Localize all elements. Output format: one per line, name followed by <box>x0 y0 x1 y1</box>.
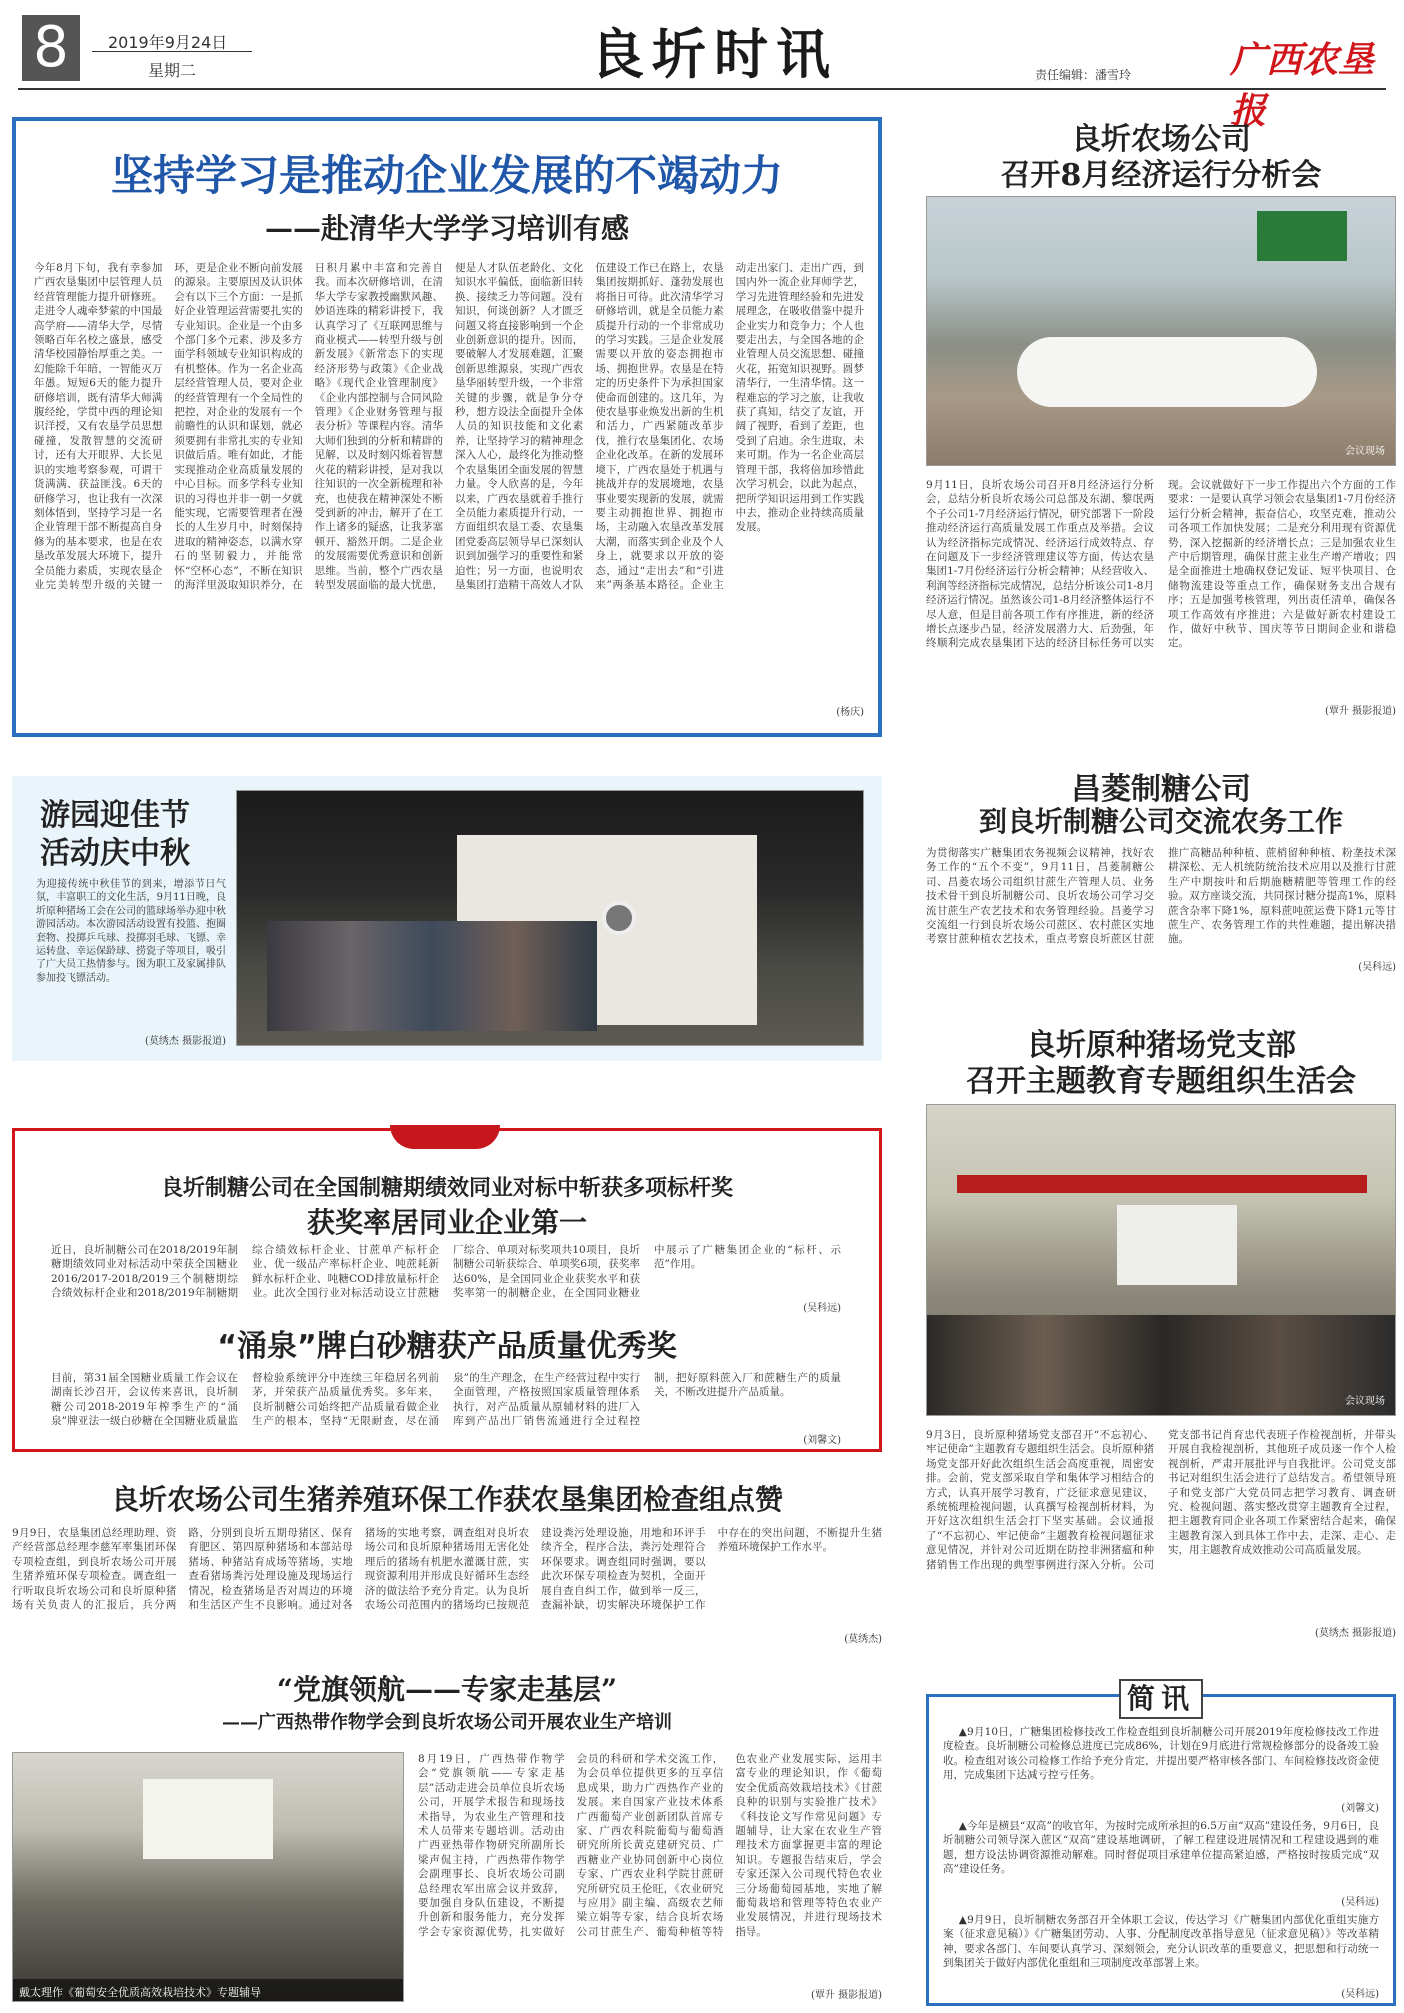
ornament-icon <box>390 1125 500 1149</box>
headline-line2: 召开8月经济运行分析会 <box>1000 158 1322 193</box>
headline-quality-award: “涌泉”牌白砂糖获产品质量优秀奖 <box>217 1329 677 1364</box>
article-body: 今年8月下旬，我有幸参加广西农垦集团中层管理人员经营管理能力提升研修班。走进令人魂牵梦萦的中国最高学府——清华大学，尽情领略百年名校之盛景，感受清华校园静怡厚重之美。一幻能除千年暗，一智能灭万年愚。短短6天的能力提升研修培训，既有清华大师满腹经纶，学贯中西的理论知识洋授，又有农垦学员思想碰撞，发散智慧的交流研讨，还有大开眼界、大长见识的实地考察参观，可谓干货满满、获益匪浅。6天的研修学习，也让我有一次深刻体悟到，坚持学习是一名企业管理干部不断提高自身修为的基本要求，也是在农垦改革发展大环境下，提升全员能力素质，实现农垦企业完美转型升级的关键一环，更是企业不断向前发展的源泉。主要原因及认识体会有以下三个方面：一是抓好企业管理运营需要扎实的专业知识。企业是一个由多个部门多个元素、涉及多方面学科领域专业知识构成的有机整体。作为一名企业高层经营管理人员，要对企业的经营管理有一个全局性的把控，对企业的发展有一个前瞻性的认识和谋划，就必须要拥有非常扎实的专业知识做后盾。唯有如此，才能实现推动企业高质量发展的中心目标。而多学科专业知识的习得也并非一朝一夕就能实现，它需要管理者在漫长的人生岁月中，时刻保持进取的精神姿态，以满水穿石的坚韧毅力，并能常怀“空杯心态”，不断在知识的海洋里汲取知识养分，在日积月累中丰富和完善自我。而本次研修培训，在清华大学专家教授幽默风趣、妙语连珠的精彩讲授下，我认真学习了《互联网思维与商业模式——转型升级与创新发展》《新常态下的实现经济形势与政策》《企业战略》《现代企业管理制度》《企业内部控制与合同风险管理》《企业财务管理与报表分析》等课程内容。清华大师们独到的分析和精辟的见解，以及时刻闪烁着智慧火花的精彩讲授，是对我以往知识的一次全新梳理和补充，也使我在精神深处不断受到新的冲击，解开了在工作上诸多的疑惑，让我茅塞顿开、豁然开朗。二是企业的发展需要优秀意识和创新思维。当前，整个广西农垦转型发展面临的最大忧患，便是人才队伍老龄化、文化知识水平偏低，面临新旧转换、接续乏力等问题。没有知识，何谈创新？人才匮乏问题又将直接影响到一个企业创新意识的提升。因而，要破解人才发展难题，汇聚创新思维源泉，实现广西农垦华丽转型升级，一个非常关键的步骤，就是争分夺秒，想方设法全面提升全体人员的知识技能和文化素养，让坚持学习的精神理念深入人心，最终化为推动整个农垦集团全面发展的智慧力量。令人欣喜的是，今年以来，广西农垦就着手推行全员能力素质提升行动，一方面组织农垦工委、农垦集团党委高层领导早已深刻认识到加强学习的重要性和紧迫性；另一方面，也说明农垦集团打造精干高效人才队伍建设工作已在路上，农垦集团按期抓好、蓬勃发展也将指日可待。此次清华学习研修培训，就是全员能力素质提升行动的一个非常成功的学习实践。三是企业发展需要以开放的姿态拥抱市场、拥抱世界。农垦是在特定的历史条件下为承担国家使命而创建的。这几年，为使农垦事业焕发出新的生机和活力，广西紧随改革步伐，推行农垦集团化、农场企业化改革。在新的发展环境下，广西农垦处于机遇与挑战并存的发展境地，农垦事业要实现新的发展，就需要主动拥抱世界、拥抱市场，主动融入农垦改革发展大潮，而落实到企业及个人身上，就要求以开放的姿态，通过“走出去”和“引进来”两条基本路径。企业主动走出家门、走出广西，到国内外一流企业拜师学艺，学习先进管理经验和先进发展理念，在吸收借鉴中提升企业实力和竞争力；个人也要走出去，与全国各地的企业管理人员交流思想、碰撞火花，拓宽知识视野。圆梦清华行，一生清华情。这一程难忘的学习之旅，让我收获了真知，结交了友谊，开阔了视野，看到了差距，也受到了启迪。余生进取，未来可期。作为一名企业高层管理干部，我将倍加珍惜此次学习机会，以此为起点，把所学知识运用到工作实践中去，推动企业持续高质量发展。 <box>34 262 864 591</box>
subheadline: ——广西热带作物学会到良圻农场公司开展农业生产培训 <box>222 1712 672 1733</box>
article-experts-training <box>12 1664 882 2006</box>
article-mid-autumn <box>12 776 882 1061</box>
brief-byline-2: (吴科远) <box>1341 1897 1379 1908</box>
article-changling-exchange <box>926 760 1396 978</box>
article-pig-farm-environment <box>12 1478 882 1648</box>
masthead <box>0 0 1404 132</box>
festival-photo <box>236 790 864 1046</box>
brief-item-2: ▲今年是横县“双高”的收官年，为按时完成所承担的6.5万亩“双高”建设任务，9月6日，良圻制糖公司领导深入蔗区“双高”建设基地调研，了解工程建设进展情况和工程建设遇到的难题，想方设法协调资源推动解难。同时督促项目承建单位提高紧迫感，严格按时按质完成“双高”建设任务。 <box>943 1820 1379 1876</box>
article-sugar-awards <box>12 1128 882 1452</box>
byline: (吴科远) <box>803 1303 841 1314</box>
headline-line2: 召开主题教育专题组织生活会 <box>966 1064 1356 1099</box>
party-meeting-photo <box>926 1104 1396 1416</box>
briefs-title-badge <box>1119 1679 1203 1719</box>
projection-screen <box>1117 1205 1237 1285</box>
headline-line1: 良圻制糖公司在全国制糖期绩效同业对标中斩获多项标杆奖 <box>160 1175 733 1201</box>
headline-line2: 到良圻制糖公司交流农务工作 <box>978 805 1343 838</box>
byline: (杨庆) <box>836 707 864 718</box>
briefs-box <box>926 1682 1396 2006</box>
article-body: 为迎接传统中秋佳节的到来，增添节日气氛，丰富职工的文化生活，9月11日晚，良圻原种猪场工会在公司的篮球场举办迎中秋游园活动。本次游园活动设置有投篮、抱圈套物、投掷乒乓球、投掷羽毛球、飞镖、幸运转盘、幸运保龄球、捞瓷子等项目，吸引了广大员工热情参与。图为职工及家属排队参加投飞镖活动。 <box>36 879 226 984</box>
audience <box>927 1315 1396 1416</box>
article-study-tsinghua <box>12 117 882 737</box>
brief-byline-1: (刘馨文) <box>1341 1803 1379 1814</box>
date-divider <box>92 51 252 52</box>
article-body: 为贯彻落实广糖集团农务视频会议精神，找好农务工作的“五个不变”，9月11日，昌菱制糖公司、昌菱农场公司组织甘蔗生产管理人员、业务技术骨干到良圻制糖公司、良圻农场公司学习交流甘蔗生产农艺技术和农务管理经验。昌菱学习交流组一行到良圻农场公司蔗区、农村蔗区实地考察甘蔗种植农艺技术，重点考察良圻蔗区甘蔗推广高糖品种种植、蔗梢留种种植、粉垄技术深耕深松、无人机统防统治技术应用以及推行甘蔗生产中期按叶和后期施糖精肥等管理工作的经验。双方座谈交流，共同探讨糖分提高1%，原料蔗含杂率下降1%，原料蔗吨蔗运费下降1元等甘蔗生产、农务管理工作的共性难题，提出解决措施。 <box>926 847 1396 946</box>
headline-line1: 昌菱制糖公司 <box>1071 772 1251 807</box>
byline: (莫绣杰) <box>844 1634 882 1645</box>
issue-weekday: 星期二 <box>148 61 197 80</box>
headline: 坚持学习是推动企业发展的不竭动力 <box>110 151 783 200</box>
crowd <box>267 921 597 1031</box>
brief-item-3: ▲9月9日，良圻制糖农务部召开全体职工会议，传达学习《广糖集团内部优化重组实施方案（征求意见稿）》《广糖集团劳动、人事、分配制度改革指导意见（征求意见稿）》等改革精神，要求各部门、车间要认真学习、深刻领会，充分认识改革的重要意义，把思想和行动统一到集团关于做好内部优化重组和三项制度改革部署上来。 <box>943 1914 1379 1970</box>
dartboard <box>602 901 636 935</box>
headline: “党旗领航——专家走基层” <box>276 1673 618 1706</box>
byline: (覃升 摄影报道) <box>1325 706 1396 717</box>
subheadline: ——赴清华大学学习培训有感 <box>264 212 629 245</box>
headline: 良圻农场公司生猪养殖环保工作获农垦集团检查组点赞 <box>110 1483 783 1516</box>
photo-caption: 戴太理作《葡萄安全优质高效栽培技术》专题辅导 <box>19 1986 261 1999</box>
article-body: 9月3日，良圻原种猪场党支部召开“不忘初心、牢记使命”主题教育专题组织生活会。良圻原种猪场党支部开好此次组织生活会高度重视，周密安排。会前，党支部采取自学和集体学习相结合的方式，认真开展学习教育，广泛征求意见建议，系统梳理检视问题，认真撰写检视剖析材料，为开好这次组织生活会打下坚实基础。会议通报了“不忘初心、牢记使命”主题教育检视问题征求意见情况，并针对公司近期在防控非洲猪瘟和种猪销售工作出现的典型事例进行深入分析。公司党支部书记肖育忠代表班子作检视剖析，并带头开展自我检视剖析，其他班子成员逐一作个人检视剖析，严肃开展批评与自我批评。公司党支部书记对组织生活会进行了总结发言。希望领导班子和党支部广大党员同志把学习教育、调查研究、检视问题、落实整改贯穿主题教育全过程，把主题教育同企业各项工作紧密结合起来，确保主题教育深入到具体工作中去，走深、走心、走实，用主题教育成效推动公司高质量发展。 <box>926 1429 1396 1571</box>
newspaper-title: 良圻时讯 <box>590 22 838 86</box>
article-body-quality: 目前，第31届全国糖业质量工作会议在湖南长沙召开，会议传来喜讯，良圻制糖公司2018-2019年榨季生产的“涌泉”牌亚法一级白砂糖在全国糖业质量监督检验系统评分中连续三年稳居名列前茅，并荣获产品质量优秀奖。多年来，良圻制糖公司始终把产品质量看做企业生产的根本，坚持“无限耐查，尽在涌泉”的生产理念，在生产经营过程中实行全面管理，产格按照国家质量管理体系执行，对产品质量从原辅材料的进厂入库到产品出厂销售流通进行全过程控制，把好原料蔗入厂和蔗糖生产的质量关，不断改进提升产品质量。 <box>51 1372 841 1428</box>
article-body: 9月9日，农垦集团总经理助理、资产经营部总经理李慈军率集团环保专项检查组，到良圻农场公司开展生猪养殖环保专项检查。调查组一行听取良圻农场公司和良圻原种猪场有关负责人的汇报后，兵分两路，分别到良圻五期母猪区、保育育肥区、第四原种猪场和本部站母猪场、种猪站育成场等猪场，实地查看猪场粪污处理设施及现场运行情况，检查猪场是否对周边的环境和生活区产生不良影响。通过对各猪场的实地考察，调查组对良圻农场公司和良圻原种猪场用无害化处理后的猪场有机肥水灌溉甘蔗，实现资源利用并形成良好循环生态经济的做法给予充分肯定。认为良圻农场公司范围内的猪场均已按规范建设粪污处理设施，用地和环评手续齐全，程序合法，粪污处理符合环保要求。调查组同时强调，要以此次环保专项检查为契机，全面开展自查自纠工作，做到举一反三，查漏补缺，切实解决环境保护工作中存在的突出问题，不断提升生猪养殖环境保护工作水平。 <box>12 1527 882 1612</box>
brief-item-1: ▲9月10日，广糖集团检修技改工作检查组到良圻制糖公司开展2019年度检修技改工作进度检查。良圻制糖公司检修总进度已完成86%，计划在9月底进行常规检修部分的设备竣工验收。检查组对该公司检修工作给予充分肯定，并提出要严格审核各部门、车间检修技改资金使用，完成集团下达减亏控亏任务。 <box>943 1726 1379 1782</box>
page-number-badge <box>22 15 80 81</box>
briefs-title: 简讯 <box>1126 1682 1195 1715</box>
brief-byline-3: (吴科远) <box>1341 1989 1379 2000</box>
editor-credit: 责任编辑：潘雪玲 <box>1035 68 1132 82</box>
photo-caption: 会议现场 <box>1345 446 1385 457</box>
byline-quality: (刘馨文) <box>803 1435 841 1446</box>
issue-date: 2019年9月24日 <box>108 33 228 52</box>
meeting-photo <box>926 196 1396 466</box>
headline-line2: 活动庆中秋 <box>40 836 190 871</box>
article-body: 近日，良圻制糖公司在2018/2019年制糖期绩效同业对标活动中荣获全国糖业2016/2017-2018/2019三个制糖期综合绩效标杆企业和2018/2019年制糖期综合绩效标杆企业、甘蔗单产标杆企业、优一级品产率标杆企业、吨蔗耗新鲜水标杆企业、吨糖COD排放量标杆企业。此次全国行业对标活动设立甘蔗糖厂综合、单项对标奖项共10项目，良圻制糖公司斩获综合、单项奖6项，获奖率达60%，是全国同业企业获奖水平和获奖率第一的制糖企业，在全国同业糖业中展示了广糖集团企业的“标杆、示范”作用。 <box>51 1244 841 1300</box>
article-body: 9月11日，良圻农场公司召开8月经济运行分析会，总结分析良圻农场公司总部及东湖、黎氓两个子公司1-7月经济运行情况，研究部署下一阶段推动经济运行高质量发展工作重点及举措。会议认为经济指标完成情况、经济运行成效特点、存在问题及下一步经济管理建议等方面，传达农垦集团1-7月份经济运行分析会精神；从经营收入、利润等经济指标完成情况，总结分析该公司1-8月经济运行情况。虽然该公司1-8月经济整体运行不尽人意，但是目前各项工作有序推进，新的经济增长点逐步凸显，经济发展潜力大、后劲强，年终顺利完成农垦集团下达的经济目标任务可以实现。会议就做好下一步工作提出六个方面的工作要求：一是要认真学习领会农垦集团1-7月份经济运行分析会精神，振奋信心，攻坚克难，推动公司各项工作加快发展；二是充分利用现有资源优势，深入挖掘新的经济增长点；三是加强农业生产中后期管理，确保甘蔗主业生产增产增收；四是全面推进土地确权登记发证、短平快项目、仓储物流建设等重点工作，确保财务支出合规有序；五是加强考核管理，列出责任清单，确保各项工作高效有序推进；六是做好新农村建设工作，做好中秋节、国庆等节日期间企业和谐稳定。 <box>926 479 1396 650</box>
projection-screen <box>1257 211 1347 261</box>
training-photo <box>12 1752 404 2002</box>
headline-line1: 良圻原种猪场党支部 <box>1026 1028 1296 1063</box>
photo-caption: 会议现场 <box>1345 1396 1385 1407</box>
article-body: 8月19日，广西热带作物学会“党旗领航——专家走基层”活动走进会员单位良圻农场公司，开展学术报告和现场技术指导，为农业生产管理和技术人员带来专题培训。活动由广西亚热带作物研究所副所长梁声侃主持，广西热带作物学会副理事长、良圻农场公司副总经理农军出席会议并致辞，要加强自身队伍建设，不断提升创新和服务能力，充分发挥学会专家资源优势，扎实做好会员的科研和学术交流工作，为会员单位提供更多的互享信息成果，助力广西热作产业的发展。来自国家产业技术体系广西葡萄产业创新团队首席专家、广西农科院葡萄与葡萄酒研究所所长黄克建研究员、广西糖业产业协同创新中心岗位专家、广西农业科学院甘蔗研究所研究员王伦旺，《农业研究与应用》副主编、高级农艺师梁立娟等专家，结合良圻农场公司甘蔗生产、葡萄种植等特色农业产业发展实际，运用丰富专业的理论知识，作《葡萄安全优质高效栽培技术》《甘蔗良种的识别与实验推广技术》《科技论文写作常见问题》专题辅导，让大家在农业生产管理技术方面掌握更丰富的理论知识。专题报告结束后，学会专家还深入公司现代特色农业三分场葡萄园基地，实地了解葡萄栽培和管理等特色农业产业发展情况，并进行现场技术指导。 <box>418 1753 882 1938</box>
article-party-branch <box>926 1012 1396 1644</box>
article-economic-analysis <box>926 100 1396 730</box>
brand-logo: 广西农垦报 <box>1230 39 1375 132</box>
byline: (覃升 摄影报道) <box>811 1990 882 2001</box>
byline: (吴科远) <box>1358 962 1396 973</box>
headline-line1: 游园迎佳节 <box>40 798 190 833</box>
byline: (莫绣杰 摄影报道) <box>1315 1628 1396 1639</box>
red-banner <box>957 1175 1367 1193</box>
page-number: 8 <box>33 15 69 80</box>
masthead-rule <box>18 88 1386 90</box>
headline-line2: 获奖率居同业企业第一 <box>306 1206 587 1239</box>
meeting-table <box>1017 337 1317 407</box>
projection-screen <box>143 1779 273 1859</box>
headline-line1: 良圻农场公司 <box>1071 122 1251 157</box>
byline: (莫绣杰 摄影报道) <box>145 1036 226 1047</box>
